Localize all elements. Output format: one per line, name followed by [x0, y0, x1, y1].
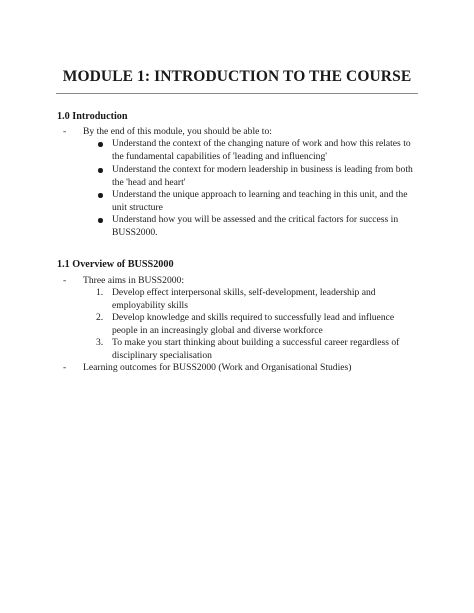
item-number: 2. [96, 312, 104, 323]
section-heading-overview: 1.1 Overview of BUSS2000 [57, 259, 174, 270]
numbered-item-text: To make you start thinking about building a successful career regardless of disciplinary specialisation [112, 337, 400, 361]
bullet-item-text: Understand the context for modern leadership in business is leading from both the 'head and heart' [112, 164, 413, 188]
bullet-icon [98, 218, 103, 223]
bullet-item-text: Understand how you will be assessed and the critical factors for success in BUSS2000. [112, 214, 399, 238]
bullet-icon [98, 193, 103, 198]
list-item-text: Learning outcomes for BUSS2000 (Work and Organisational Studies) [83, 362, 352, 373]
dash-marker: - [63, 362, 67, 373]
page-title: MODULE 1: INTRODUCTION TO THE COURSE [62, 68, 412, 85]
item-number: 3. [96, 337, 104, 348]
bullet-icon [98, 142, 103, 147]
bullet-item-text: Understand the unique approach to learning and teaching in this unit, and the unit structure [112, 189, 408, 213]
list-item-text: Three aims in BUSS2000: [83, 275, 184, 286]
bullet-item-text: Understand the context of the changing nature of work and how this relates to the fundamental capabilities of 'leading and influencing' [112, 138, 411, 162]
title-divider [56, 93, 418, 94]
numbered-item-text: Develop effect interpersonal skills, self-development, leadership and employability skills [112, 287, 376, 311]
section-heading-introduction: 1.0 Introduction [57, 111, 128, 122]
numbered-item-text: Develop knowledge and skills required to successfully lead and influence people in an increasingly global and diverse workforce [112, 312, 395, 336]
dash-marker: - [63, 126, 67, 137]
dash-marker: - [63, 275, 67, 286]
list-item-text: By the end of this module, you should be able to: [83, 126, 272, 137]
bullet-icon [98, 168, 103, 173]
item-number: 1. [96, 287, 104, 298]
